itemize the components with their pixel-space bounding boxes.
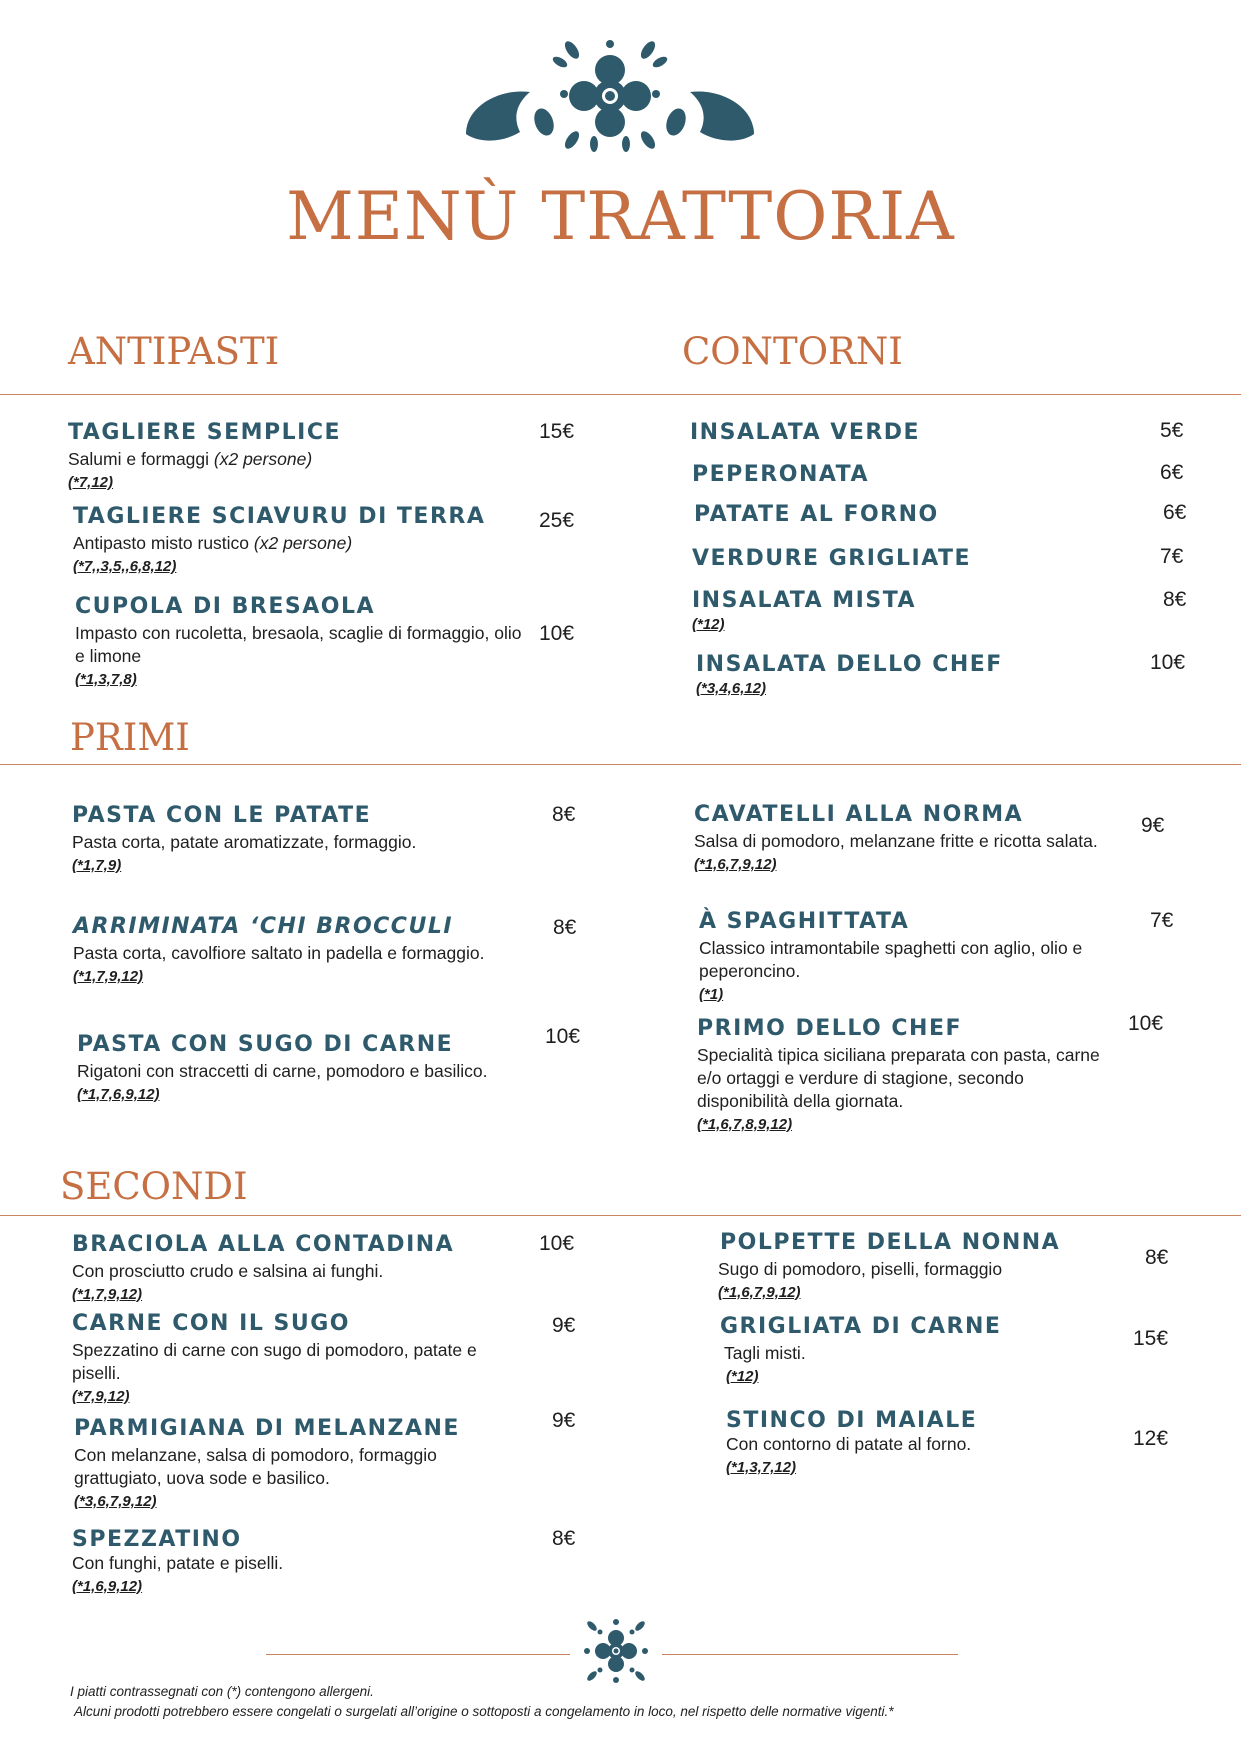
item-price: 5€ [1160,419,1184,442]
item-name: ARRIMINATA ‘CHI BROCCULI [73,914,454,939]
footer-divider-right [662,1654,958,1655]
item-name: PASTA CON LE PATATE [72,803,372,828]
item-price: 8€ [552,1527,576,1550]
item-allergens: (*1,7,9,12) [72,1286,143,1303]
item-description: Specialità tipica siciliana preparata con pasta, carne e/o ortaggi e verdure di stagione, secondo disponibilità della giornata. [697,1045,1100,1111]
item-name: CUPOLA DI BRESAOLA [75,594,376,619]
item-allergens: (*1,7,9) [72,857,122,874]
item-price: 9€ [1141,814,1165,837]
item-price: 6€ [1160,461,1184,484]
menu-item [692,588,916,633]
menu-item [73,914,573,985]
menu-item [75,594,525,688]
item-name: PATATE AL FORNO [694,502,939,527]
menu-item [68,420,528,491]
menu-item [697,1016,1107,1133]
menu-item [73,504,533,575]
item-allergens: (*3,6,7,9,12) [74,1493,157,1510]
item-allergens: (*1,7,6,9,12) [77,1086,160,1103]
item-allergens: (*1,6,9,12) [72,1578,143,1595]
item-description: Con melanzane, salsa di pomodoro, formaggio grattugiato, uova sode e basilico. [74,1445,437,1488]
item-allergens: (*12) [692,616,725,633]
item-price: 25€ [539,509,575,532]
item-allergens: (*3,4,6,12) [696,680,767,697]
item-description: Pasta corta, patate aromatizzate, formaggio. [72,832,417,852]
item-allergens: (*12) [726,1368,759,1385]
section-divider [0,394,1241,395]
menu-item [72,1232,542,1303]
item-description: Con prosciutto crudo e salsina ai funghi. [72,1261,384,1281]
item-price: 8€ [553,916,577,939]
menu-item [74,1416,494,1510]
item-description: Con contorno di patate al forno. [726,1434,972,1454]
item-price: 9€ [552,1314,576,1337]
item-name: GRIGLIATA DI CARNE [720,1314,1002,1339]
item-name: BRACIOLA ALLA CONTADINA [72,1232,455,1257]
item-name: PARMIGIANA DI MELANZANE [74,1416,460,1441]
item-description: Sugo di pomodoro, piselli, formaggio [718,1259,1003,1279]
menu-item [694,502,939,527]
menu-item [77,1032,577,1103]
item-description: Antipasto misto rustico (x2 persone) [73,533,353,553]
menu-item [72,803,542,874]
menu-item [696,652,1003,697]
item-price: 8€ [1163,588,1187,611]
item-price: 10€ [1150,651,1186,674]
item-description: Tagli misti. [724,1343,806,1363]
item-name: PRIMO DELLO CHEF [697,1016,963,1041]
menu-item [692,462,869,487]
item-name: SPEZZATINO [72,1527,242,1552]
item-description: Classico intramontabile spaghetti con aglio, olio e peperoncino. [699,938,1083,981]
footer-frozen-note: Alcuni prodotti potrebbero essere congelati o surgelati all’origine o sottoposti a congelamento in loco, nel rispetto delle normative vigenti.* [74,1704,894,1719]
menu-item [718,1230,1098,1301]
footer-divider-left [266,1654,570,1655]
item-name: INSALATA DELLO CHEF [696,652,1003,677]
item-allergens: (*1) [699,986,724,1003]
item-allergens: (*1,3,7,8) [75,671,137,688]
item-allergens: (*1,7,9,12) [73,968,144,985]
section-title-secondi: SECONDI [60,1165,248,1208]
item-description: Salumi e formaggi (x2 persone) [68,449,313,469]
item-allergens: (*7,,3,5,,6,8,12) [73,558,177,575]
item-price: 8€ [1145,1246,1169,1269]
menu-item [726,1408,1106,1476]
item-name: POLPETTE DELLA NONNA [720,1230,1061,1255]
item-price: 9€ [552,1409,576,1432]
item-name: VERDURE GRIGLIATE [692,546,972,571]
item-name: TAGLIERE SCIAVURU DI TERRA [73,504,486,529]
item-description: Spezzatino di carne con sugo di pomodoro, patate e piselli. [72,1340,477,1383]
menu-item [72,1311,492,1405]
item-name: CARNE CON IL SUGO [72,1311,350,1336]
item-name: CAVATELLI ALLA NORMA [694,802,1024,827]
menu-title: MENÙ TRATTORIA [286,178,955,255]
item-price: 15€ [539,420,575,443]
menu-item [72,1527,492,1595]
floral-ornament-icon [460,36,760,156]
item-name: PASTA CON SUGO DI CARNE [77,1032,454,1057]
item-description: Impasto con rucoletta, bresaola, scaglie di formaggio, olio e limone [75,623,522,666]
menu-item [720,1314,1100,1385]
item-allergens: (*7,9,12) [72,1388,130,1405]
menu-item [690,420,920,445]
item-price: 15€ [1133,1327,1169,1350]
section-divider [0,764,1241,765]
section-divider [0,1215,1241,1216]
item-price: 10€ [545,1025,581,1048]
item-price: 7€ [1160,545,1184,568]
item-price: 7€ [1150,909,1174,932]
item-name: À SPAGHITTATA [699,909,910,934]
item-price: 10€ [1128,1012,1164,1035]
item-description: Rigatoni con straccetti di carne, pomodoro e basilico. [77,1061,488,1081]
item-price: 10€ [539,622,575,645]
item-name: INSALATA VERDE [690,420,921,445]
section-title-antipasti: ANTIPASTI [68,330,280,373]
item-price: 10€ [539,1232,575,1255]
menu-item [694,802,1134,873]
section-title-contorni: CONTORNI [682,330,903,373]
item-name: STINCO DI MAIALE [726,1408,978,1433]
item-allergens: (*1,6,7,8,9,12) [697,1116,793,1133]
item-allergens: (*1,6,7,9,12) [718,1284,801,1301]
section-title-primi: PRIMI [70,716,190,759]
item-description: Pasta corta, cavolfiore saltato in padella e formaggio. [73,943,485,963]
item-name: PEPERONATA [692,462,870,487]
item-price: 12€ [1133,1427,1169,1450]
item-price: 8€ [552,803,576,826]
footer-allergen-note: I piatti contrassegnati con (*) contengono allergeni. [70,1684,374,1699]
item-allergens: (*7,12) [68,474,114,491]
menu-item [692,546,971,571]
item-price: 6€ [1163,501,1187,524]
item-name: TAGLIERE SEMPLICE [68,420,342,445]
floral-tile-icon [584,1618,648,1684]
menu-item [699,909,1119,1003]
item-description: Con funghi, patate e piselli. [72,1553,284,1573]
item-allergens: (*1,6,7,9,12) [694,856,777,873]
item-name: INSALATA MISTA [692,588,917,613]
item-description: Salsa di pomodoro, melanzane fritte e ricotta salata. [694,831,1098,851]
item-allergens: (*1,3,7,12) [726,1459,797,1476]
